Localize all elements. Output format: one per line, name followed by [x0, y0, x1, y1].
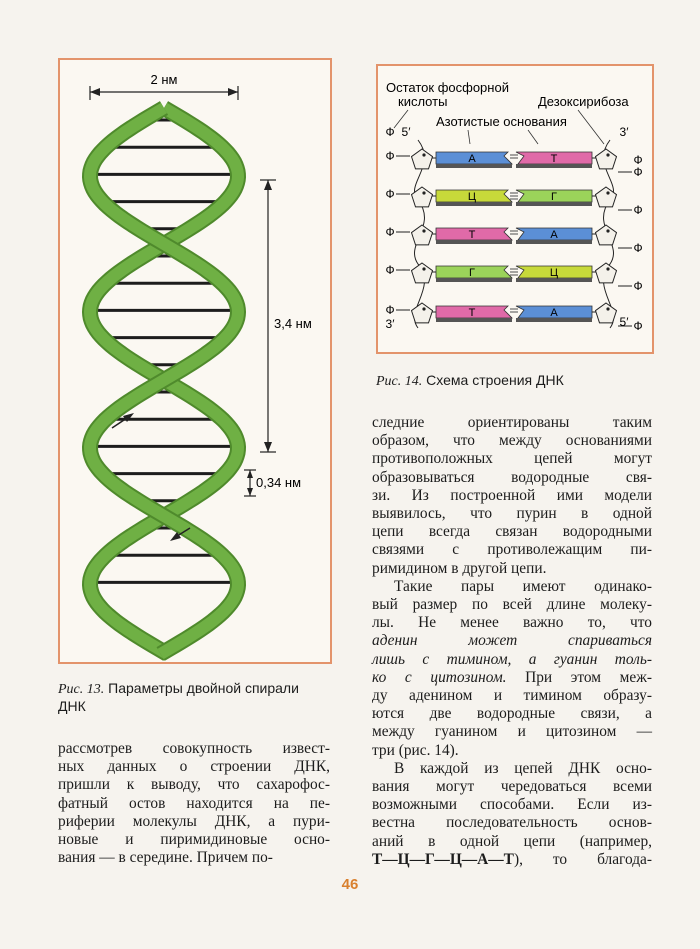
- phosphate-left: Ф: [385, 225, 395, 239]
- right-column-text: [372, 414, 652, 869]
- figure-13-frame: [58, 58, 332, 664]
- base-letter-right: Т: [550, 153, 558, 165]
- step-dimension: [244, 470, 301, 496]
- base-letter-right: Ц: [549, 267, 559, 279]
- figure-14-frame: [376, 64, 654, 354]
- pitch-label: 3,4 нм: [274, 316, 312, 331]
- width-dimension: [90, 72, 238, 100]
- paragraph-1-line-9: римидином в другой цепи.: [372, 559, 547, 577]
- base-letter-right: А: [550, 307, 558, 319]
- phosphate-residue-label-1: Остаток фосфорной: [386, 80, 509, 95]
- figure-13-number: Рис. 13.: [58, 682, 105, 697]
- deoxyribose-right: [596, 225, 617, 245]
- phosphate-residue-label-2: кислоты: [398, 94, 448, 109]
- left-column-line-3: пришли к выводу, что сахарофос-: [58, 776, 330, 794]
- paragraph-2-line-5: [372, 651, 652, 669]
- paragraph-2-line-7: ду аденином и тимином образу-: [372, 687, 652, 705]
- page-number: 46: [341, 876, 359, 893]
- paragraph-2-line-8: ются две водородные связи, а: [372, 705, 652, 723]
- base-pair-scheme: [385, 125, 642, 333]
- phosphate-right: Ф: [633, 203, 643, 217]
- emphasis-cytosine: ко с цитозином.: [372, 668, 507, 686]
- paragraph-2-line-1: Такие пары имеют одинако-: [394, 577, 652, 595]
- step-label: 0,34 нм: [256, 475, 302, 490]
- deoxyribose-left: [412, 225, 433, 245]
- left-column-line-1: рассмотрев совокупность извест-: [58, 740, 330, 757]
- paragraph-1-line-6: выявилось, что пурин в одной: [372, 505, 652, 523]
- strand-end-5-bottom: 5′: [619, 315, 629, 329]
- paragraph-3-line-4: вестна последовательность основ-: [372, 814, 652, 832]
- paragraph-1-line-4: образовываться водородные свя-: [372, 468, 652, 486]
- base-letter-left: Т: [468, 307, 476, 319]
- deoxyribose-left: [412, 149, 433, 169]
- deoxyribose-right: [596, 263, 617, 283]
- paragraph-3-line-2: вания могут чередоваться всеми: [372, 778, 652, 796]
- deoxyribose-left: [412, 303, 433, 323]
- base-letter-left: Г: [469, 267, 475, 279]
- dna-helix-diagram: [60, 60, 330, 662]
- paragraph-1-line-8: связями с противолежащим пи-: [372, 541, 652, 559]
- strand-end-5-top: 5′: [401, 125, 411, 139]
- paragraph-2-line-2: вый размер по всей длине молеку-: [372, 596, 652, 614]
- paragraph-1: [372, 414, 652, 578]
- left-column-line-7: вания — в середине. Причем по-: [58, 849, 273, 867]
- paragraph-3-line-5: аний в одной цепи (например,: [372, 832, 652, 850]
- width-label: 2 нм: [150, 72, 178, 87]
- paragraph-1-line-2: образом, что между основаниями: [372, 432, 652, 450]
- phosphate-left: Ф: [385, 149, 395, 163]
- paragraph-2-line-3: лы. Не менее важно то, что: [372, 614, 652, 632]
- phosphate-left: Ф: [385, 263, 395, 277]
- left-column-line-2: ных данных о строении ДНК,: [58, 758, 330, 776]
- paragraph-2-line-4: [372, 632, 652, 650]
- left-column-line-5: риферии молекулы ДНК, а пури-: [58, 812, 330, 830]
- base-letter-left: Т: [468, 229, 476, 241]
- strand-end-3-bottom: 3′: [385, 317, 395, 331]
- strand-end-3-top: 3′: [619, 125, 629, 139]
- base-letter-right: Г: [551, 191, 557, 203]
- helix-strands: [90, 108, 238, 654]
- paragraph-2-line-9: между гуанином и цитозином —: [372, 723, 652, 741]
- figure-14-title: Схема строения ДНК: [426, 372, 564, 388]
- dna-scheme-diagram: [378, 66, 652, 352]
- base-letter-left: А: [468, 153, 476, 165]
- phosphate-right: Ф: [633, 241, 643, 255]
- phosphate-right: Ф: [633, 165, 643, 179]
- paragraph-3-line-3: возможными способами. Если из-: [372, 796, 652, 814]
- base-letter-left: Ц: [467, 191, 477, 203]
- figure-14-caption: [376, 372, 676, 390]
- pitch-dimension: [260, 180, 312, 452]
- phosphate-left: Ф: [385, 187, 395, 201]
- deoxyribose-right: [596, 303, 617, 323]
- paragraph-2-line-10: три (рис. 14).: [372, 741, 459, 759]
- paragraph-3-line-6-rest: ), то благода-: [513, 850, 652, 868]
- paragraph-1-line-5: зи. Из построенной ими модели: [372, 486, 652, 504]
- nitrogen-bases-label: Азотистые основания: [436, 114, 567, 129]
- phosphate-left: Ф: [385, 303, 395, 317]
- phosphate-right: Ф: [633, 319, 643, 333]
- paragraph-2-line-6-rest: При этом меж-: [506, 668, 652, 686]
- figure-14-number: Рис. 14.: [376, 374, 423, 389]
- base-letter-right: А: [550, 229, 558, 241]
- paragraph-1-line-3: противоположных цепей могут: [372, 450, 652, 468]
- deoxyribose-left: [412, 263, 433, 283]
- figure-13-title-line1: Параметры двойной спирали: [108, 680, 299, 696]
- left-column-line-4: фатный остов находится на пе-: [58, 794, 330, 812]
- emphasis-adenine: аденин может спариваться: [372, 632, 652, 650]
- helix-strand-2: [90, 108, 238, 654]
- phosphate-right-top: Ф: [633, 153, 643, 167]
- paragraph-3-line-6: [372, 851, 652, 869]
- phosphate-left-top: Ф: [385, 125, 395, 139]
- deoxyribose-right: [596, 149, 617, 169]
- figure-13-caption: [58, 680, 348, 715]
- figure-13-title-line2: ДНК: [58, 698, 86, 714]
- emphasis-thymine: лишь с тимином, а гуанин толь-: [372, 650, 652, 668]
- phosphate-right: Ф: [633, 279, 643, 293]
- left-column-line-6: новые и пиримидиновые осно-: [58, 831, 330, 849]
- paragraph-3-line-1: В каждой из цепей ДНК осно-: [394, 759, 652, 777]
- left-column-text: [58, 740, 330, 867]
- paragraph-1-line-7: цепи всегда связан водородными: [372, 523, 652, 541]
- example-sequence: Т—Ц—Г—Ц—А—Т: [372, 850, 514, 868]
- deoxyribose-label: Дезоксирибоза: [538, 94, 629, 109]
- paragraph-1-line-1: следние ориентированы таким: [372, 414, 652, 431]
- paragraph-2-line-6: [372, 669, 652, 687]
